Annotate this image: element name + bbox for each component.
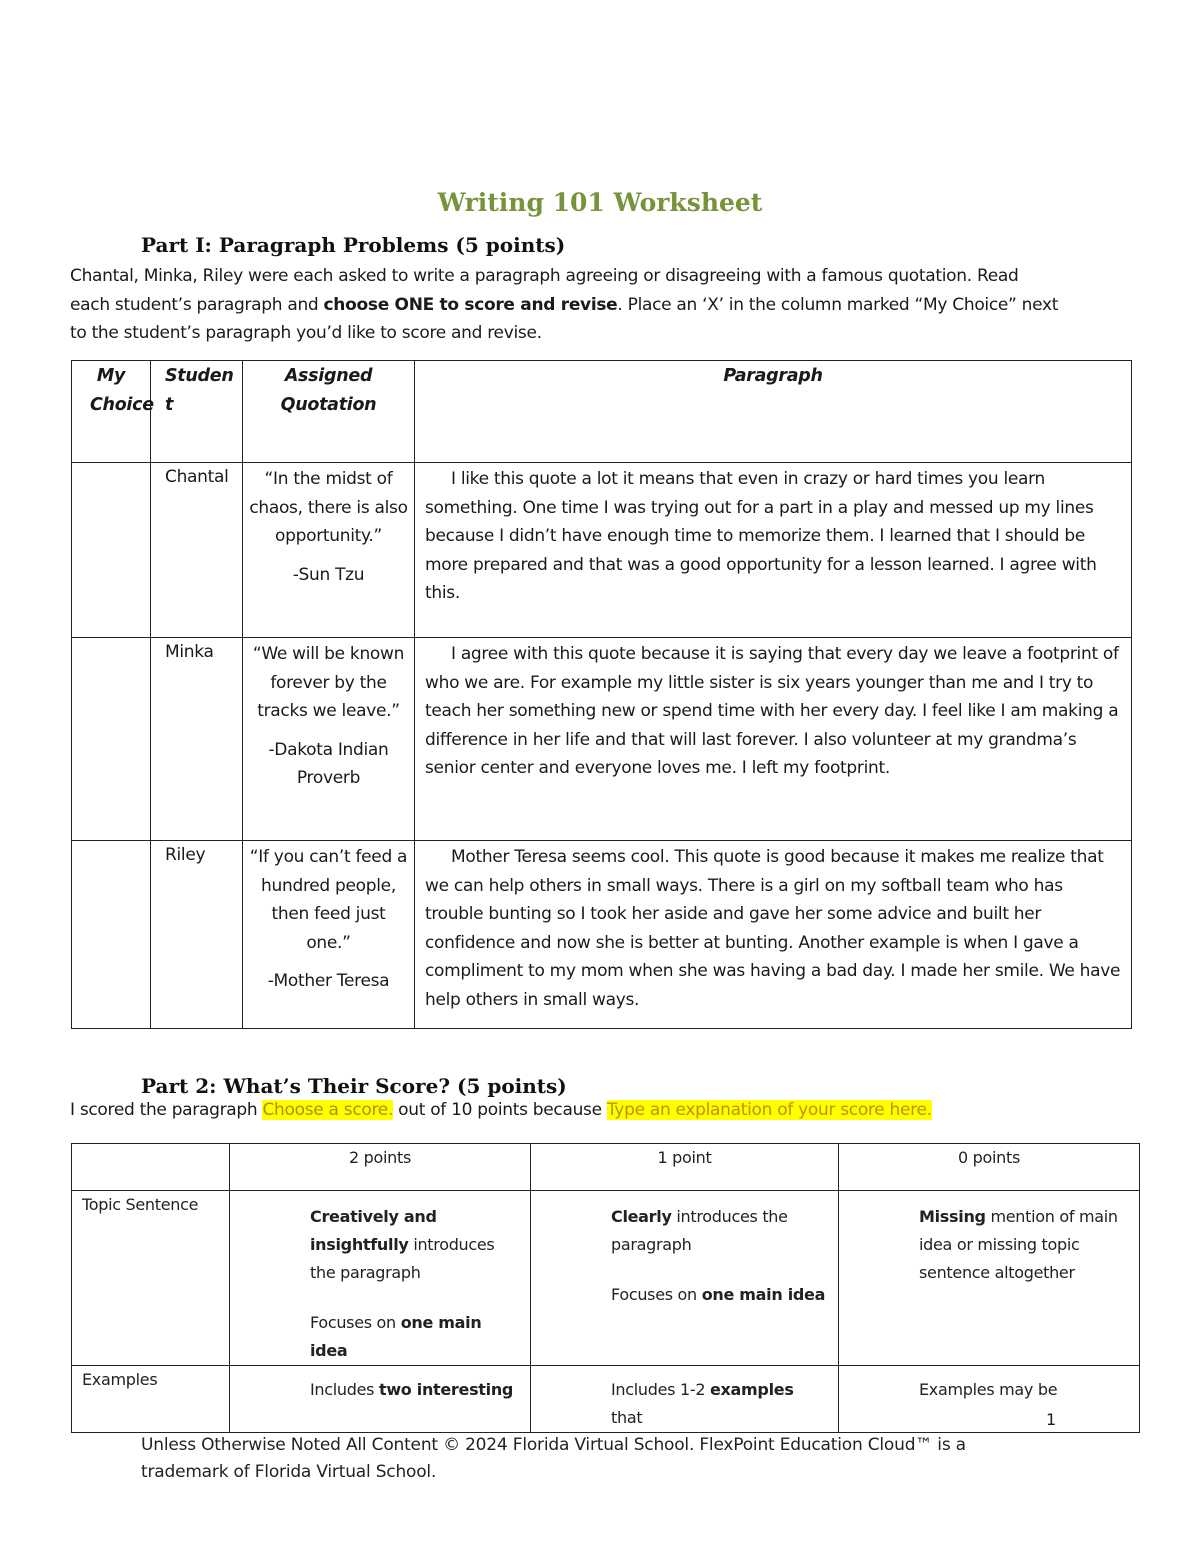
rubric-cell (230, 1366, 531, 1433)
quotation-author: -Mother Teresa (267, 971, 390, 991)
student-name: Riley (151, 841, 243, 1029)
my-choice-cell-minka[interactable] (72, 638, 151, 841)
criteria-text: Focuses on (310, 1313, 401, 1332)
footer-copyright: Unless Otherwise Noted All Content © 2024 Florida Virtual School. FlexPoint Education Cloud™ is a trademark of Florida Virtual School. (141, 1435, 966, 1482)
my-choice-cell-riley[interactable] (72, 841, 151, 1029)
quotation-text: “If you can’t feed a hundred people, then feed just one.” (249, 847, 408, 953)
criteria-bold: examples (709, 1380, 794, 1399)
student-name: Minka (151, 638, 243, 841)
criteria-bold: Clearly (611, 1207, 672, 1226)
paragraph-text: Mother Teresa seems cool. This quote is good because it makes me realize that we can help others in small ways. There is a girl on my softball team who has trouble bunting so I took her aside and gave her some advice and built her confidence and now she is better at bunting. Another example is when I gave a compliment to my mom when she was having a bad day. I made her smile. We have help others in small ways. (425, 847, 1121, 1010)
rubric-row-examples (72, 1366, 1140, 1433)
criteria-text: introduces the paragraph (611, 1207, 788, 1254)
quotation-author: -Dakota Indian Proverb (268, 739, 389, 788)
rubric-row-topic-sentence (72, 1191, 1140, 1366)
score-statement (70, 1100, 932, 1120)
criteria-text: mention of main idea or missing topic sentence altogether (919, 1207, 1118, 1282)
paragraph-cell (415, 638, 1132, 841)
rubric-header-row (72, 1144, 1140, 1191)
criteria-text: Includes (310, 1380, 379, 1399)
score-dropdown[interactable]: Choose a score. (262, 1100, 394, 1120)
intro-sentence-2: Read each student’s paragraph and (70, 266, 1019, 315)
rubric-header-0-points: 0 points (839, 1144, 1140, 1191)
table-row (72, 841, 1132, 1029)
rubric-cell (839, 1191, 1140, 1366)
intro-emphasis: choose ONE to score and revise (323, 294, 618, 315)
part1-heading: Part I: Paragraph Problems (5 points) (141, 233, 566, 257)
score-mid: out of 10 points because (393, 1100, 607, 1120)
paragraph-cell (415, 463, 1132, 638)
intro-sentence-1: Chantal, Minka, Riley were each asked to write a paragraph agreeing or disagreeing with a famous quotation. (70, 266, 972, 286)
my-choice-cell-chantal[interactable] (72, 463, 151, 638)
rubric-table (71, 1143, 1140, 1433)
col-header-student: Student (151, 361, 243, 463)
rubric-cell (839, 1366, 1140, 1433)
criteria-text: that (611, 1408, 643, 1427)
rubric-cell (531, 1366, 839, 1433)
score-prefix: I scored the paragraph (70, 1100, 263, 1120)
criteria-bold: Missing (919, 1207, 986, 1226)
quotation-text: “We will be known forever by the tracks we leave.” (252, 644, 405, 721)
col-header-paragraph: Paragraph (415, 361, 1132, 463)
quotation-cell (243, 638, 415, 841)
part1-instructions (70, 262, 1060, 348)
intro-sentence-3: . Place an ‘X’ in the column marked “My Choice” next to the student’s paragraph you’d like to score and revise. (70, 294, 1059, 343)
rubric-row-label: Topic Sentence (72, 1191, 230, 1366)
quotation-cell (243, 841, 415, 1029)
criteria-bold: two interesting (378, 1380, 514, 1399)
criteria-text: introduces the paragraph (310, 1235, 495, 1282)
rubric-header-blank (72, 1144, 230, 1191)
rubric-header-2-points: 2 points (230, 1144, 531, 1191)
quotation-text: “In the midst of chaos, there is also opportunity.” (249, 469, 408, 546)
page-title: Writing 101 Worksheet (437, 188, 763, 217)
quotation-author: -Sun Tzu (292, 564, 365, 585)
paragraph-cell (415, 841, 1132, 1029)
page-number: 1 (1046, 1410, 1057, 1429)
student-name: Chantal (151, 463, 243, 638)
criteria-bold: Creatively and insightfully (310, 1207, 437, 1254)
paragraph-table (71, 360, 1132, 1029)
paragraph-text: I agree with this quote because it is saying that every day we leave a footprint of who we are. For example my little sister is six years younger than me and I try to teach her something new or spend time with her every day. I feel like I am making a difference in her life and that will last forever. I also volunteer at my grandma’s senior center and everyone loves me. I left my footprint. (425, 644, 1119, 778)
paragraph-text: I like this quote a lot it means that even in crazy or hard times you learn something. One time I was trying out for a part in a play and messed up my lines because I didn’t have enough time to memorize them. I learned that I should be more prepared and that was a good opportunity for a lesson learned. I agree with this. (425, 469, 1097, 603)
col-header-my-choice: My Choice (72, 361, 151, 463)
criteria-text: Examples may be (919, 1380, 1058, 1399)
rubric-cell (230, 1191, 531, 1366)
table-row (72, 463, 1132, 638)
criteria-bold: one main idea (310, 1313, 482, 1360)
table-row (72, 638, 1132, 841)
explanation-input[interactable]: Type an explanation of your score here. (606, 1100, 932, 1120)
rubric-row-label: Examples (72, 1366, 230, 1433)
col-header-quotation: Assigned Quotation (243, 361, 415, 463)
table-header-row (72, 361, 1132, 463)
part2-heading: Part 2: What’s Their Score? (5 points) (141, 1074, 567, 1098)
rubric-header-1-point: 1 point (531, 1144, 839, 1191)
criteria-text: Includes 1-2 (611, 1380, 710, 1399)
criteria-bold: one main idea (701, 1285, 826, 1304)
rubric-cell (531, 1191, 839, 1366)
criteria-text: Focuses on (611, 1285, 702, 1304)
quotation-cell (243, 463, 415, 638)
